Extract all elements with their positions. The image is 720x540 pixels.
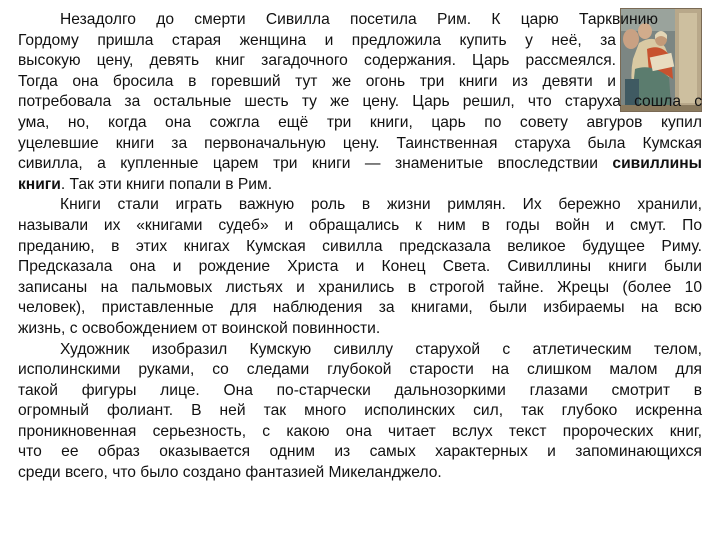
text-line: высокую цену, девять книг загадочного содержания. Царь рассмеялся.	[18, 52, 616, 70]
bold-term-sibylline: сивиллины	[612, 155, 702, 173]
text-segment: сивилла, а купленные царем три книги — знаменитые впоследствии	[18, 155, 598, 173]
text-line-with-term	[18, 154, 702, 175]
text-line: среди всего, что было создано фантазией Микеланджело.	[18, 464, 442, 482]
text-line: потребовала за остальные шесть ту же цену. Царь решил, что старуха сошла с	[18, 93, 702, 111]
paragraph-1	[18, 10, 702, 195]
text-line: ума, но, когда она сожгла ещё три книги, царь по совету авгуров купил	[18, 113, 702, 131]
text-line: исполинскими руками, со следами глубокой старости на слишком малом для	[18, 361, 702, 379]
text-line: называли их «книгами судеб» и обращались к ним в годы войн и смут. По	[18, 216, 702, 234]
document-text	[18, 10, 702, 484]
text-line: проникновенная серьезность, с какою она читает вслух текст пророческих книг,	[18, 422, 702, 440]
text-line: Художник изобразил Кумскую сивиллу старухой с атлетическим телом,	[60, 340, 702, 358]
text-line: Гордому пришла старая женщина и предложила купить у неё, за	[18, 31, 616, 49]
text-segment: . Так эти книги попали в Рим.	[60, 175, 273, 193]
text-line: жизнь, с освобождением от воинской повинности.	[18, 319, 381, 337]
text-line: такой фигуры лице. Она по-старчески дальнозоркими глазами смотрит в	[18, 381, 702, 399]
text-line: преданию, в этих книгах Кумская сивилла предсказала великое будущее Риму.	[18, 237, 702, 255]
text-line-with-term	[18, 175, 702, 196]
text-line: уцелевшие книги за первоначальную цену. Таинственная старуха была Кумская	[18, 134, 702, 152]
text-line: огромный фолиант. В ней так много исполинских сил, так глубоко искренна	[18, 402, 702, 420]
bold-term-books: книги	[18, 175, 61, 193]
text-line: что ее образ оказывается одним из самых характерных и запоминающихся	[18, 443, 702, 461]
text-line: записаны на пальмовых листьях и хранились в строгой тайне. Жрецы (более 10	[18, 278, 702, 296]
paragraph-2	[18, 195, 702, 339]
text-line: Предсказала она и рождение Христа и Конец Света. Сивиллины книги были	[18, 258, 702, 276]
text-line: Книги стали играть важную роль в жизни римлян. Их бережно хранили,	[60, 196, 702, 214]
text-line: Тогда она бросила в горевший тут же огонь три книги из девяти и	[18, 72, 616, 90]
text-line: человек), приставленные для наблюдения за книгами, были избираемы на всю	[18, 299, 702, 317]
paragraph-3	[18, 340, 702, 484]
text-line: Незадолго до смерти Сивилла посетила Рим. К царю Тарквинию	[60, 11, 658, 28]
